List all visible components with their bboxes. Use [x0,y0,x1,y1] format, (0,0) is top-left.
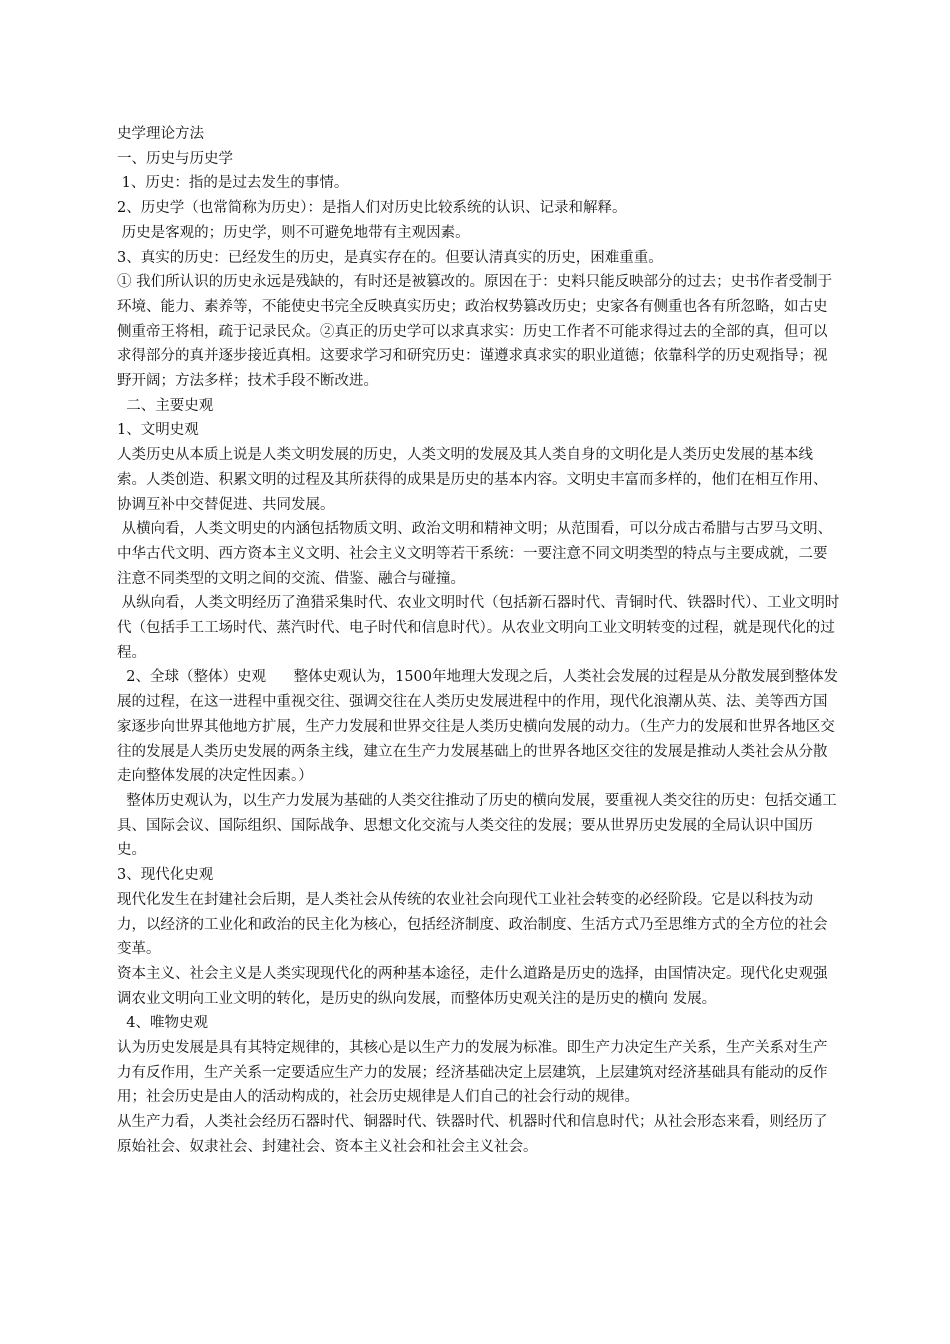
paragraph: 认为历史发展是具有其特定规律的，其核心是以生产力的发展为标准。即生产力决定生产关系，生产关系对生产力有反作用，生产关系一定要适应生产力的发展；经济基础决定上层建筑，上层建筑对经济基础具有能动的反作用；社会历史是由人的活动构成的，社会历史规律是人们自己的社会行动的规律。 [117,1040,828,1106]
section-heading: 二、主要史观 [117,397,214,414]
paragraph: 1、历史：指的是过去发生的事情。 [117,175,349,192]
paragraph: 整体历史观认为，以生产力发展为基础的人类交往推动了历史的横向发展，要重视人类交往的历史：包括交通工具、国际会议、国际组织、国际战争、思想文化交流与人类交往的发展；要从世界历史发展的全局认识中国历史。 [117,792,837,859]
paragraph: 3、真实的历史：已经发生的历史，是真实存在的。但要认清真实的历史，困难重重。 [117,249,663,266]
paragraph: 2、历史学（也常简称为历史）：是指人们对历史比较系统的认识、记录和解释。 [117,200,627,217]
subsection-heading: 1、文明史观 [117,422,199,439]
paragraph: 现代化发生在封建社会后期，是人类社会从传统的农业社会向现代工业社会转变的必经阶段。它是以科技为动力，以经济的工业化和政治的民主化为核心，包括经济制度、政治制度、生活方式乃至思维方式的全方位的社会变革。 [117,891,828,958]
subsection-heading: 3、现代化史观 [117,867,214,884]
paragraph: 从生产力看，人类社会经历石器时代、铜器时代、铁器时代、机器时代和信息时代；从社会形态来看，则经历了原始社会、奴隶社会、封建社会、资本主义社会和社会主义社会。 [117,1114,828,1155]
paragraph: 资本主义、社会主义是人类实现现代化的两种基本途径，走什么道路是历史的选择，由国情决定。现代化史观强调农业文明向工业文明的转化，是历史的纵向发展，而整体历史观关注的是历史的横向 发展。 [117,965,828,1007]
paragraph: ① 我们所认识的历史永远是残缺的，有时还是被篡改的。原因在于：史料只能反映部分的过去；史书作者受制于环境、能力、素养等，不能使史书完全反映真实历史；政治权势篡改历史；史家各有侧重也各有所忽略，如古史侧重帝王将相，疏于记录民众。②真正的历史学可以求真求实：历史工作者不可能求得过去的全部的真，但可以求得部分的真并逐步接近真相。这要求学习和研究历史：谨遵求真求实的职业道德；依靠科学的历史观指导；视野开阔；方法多样；技术手段不断改进。 [117,274,833,390]
subsection-heading: 4、唯物史观 [117,1015,208,1032]
paragraph: 历史是客观的；历史学，则不可避免地带有主观因素。 [117,224,470,241]
section-heading: 一、历史与历史学 [117,150,233,167]
paragraph: 人类历史从本质上说是人类文明发展的历史，人类文明的发展及其人类自身的文明化是人类历史发展的基本线索。人类创造、积累文明的过程及其所获得的成果是历史的基本内容。文明史丰富而多样的，他们在相互作用、协调互补中交替促进、共同发展。 [117,447,828,513]
document-body [117,122,840,1160]
document-title: 史学理论方法 [117,126,204,142]
paragraph: 从横向看，人类文明史的内涵包括物质文明、政治文明和精神文明；从范围看，可以分成古希腊与古罗马文明、中华古代文明、西方资本主义文明、社会主义文明等若干系统：一要注意不同文明类型的特点与主要成就，二要注意不同类型的文明之间的交流、借鉴、融合与碰撞。 [117,521,833,587]
paragraph: 从纵向看，人类文明经历了渔猎采集时代、农业文明时代（包括新石器时代、青铜时代、铁器时代）、工业文明时代（包括手工工场时代、蒸汽时代、电子时代和信息时代）。从农业文明向工业文明转变的过程，就是现代化的过程。 [117,595,840,661]
paragraph: 2、全球（整体）史观 整体史观认为，1500年地理大发现之后，人类社会发展的过程是从分散发展到整体发展的过程，在这一进程中重视交往、强调交往在人类历史发展进程中的作用，现代化浪潮从英、法、美等西方国家逐步向世界其他地方扩展，生产力发展和世界交往是人类历史横向发展的动力。（生产力的发展和世界各地区交往的发展是人类历史发展的两条主线，建立在生产力发展基础上的世界各地区交往的发展是推动人类社会从分散走向整体发展的决定性因素。） [117,669,838,785]
